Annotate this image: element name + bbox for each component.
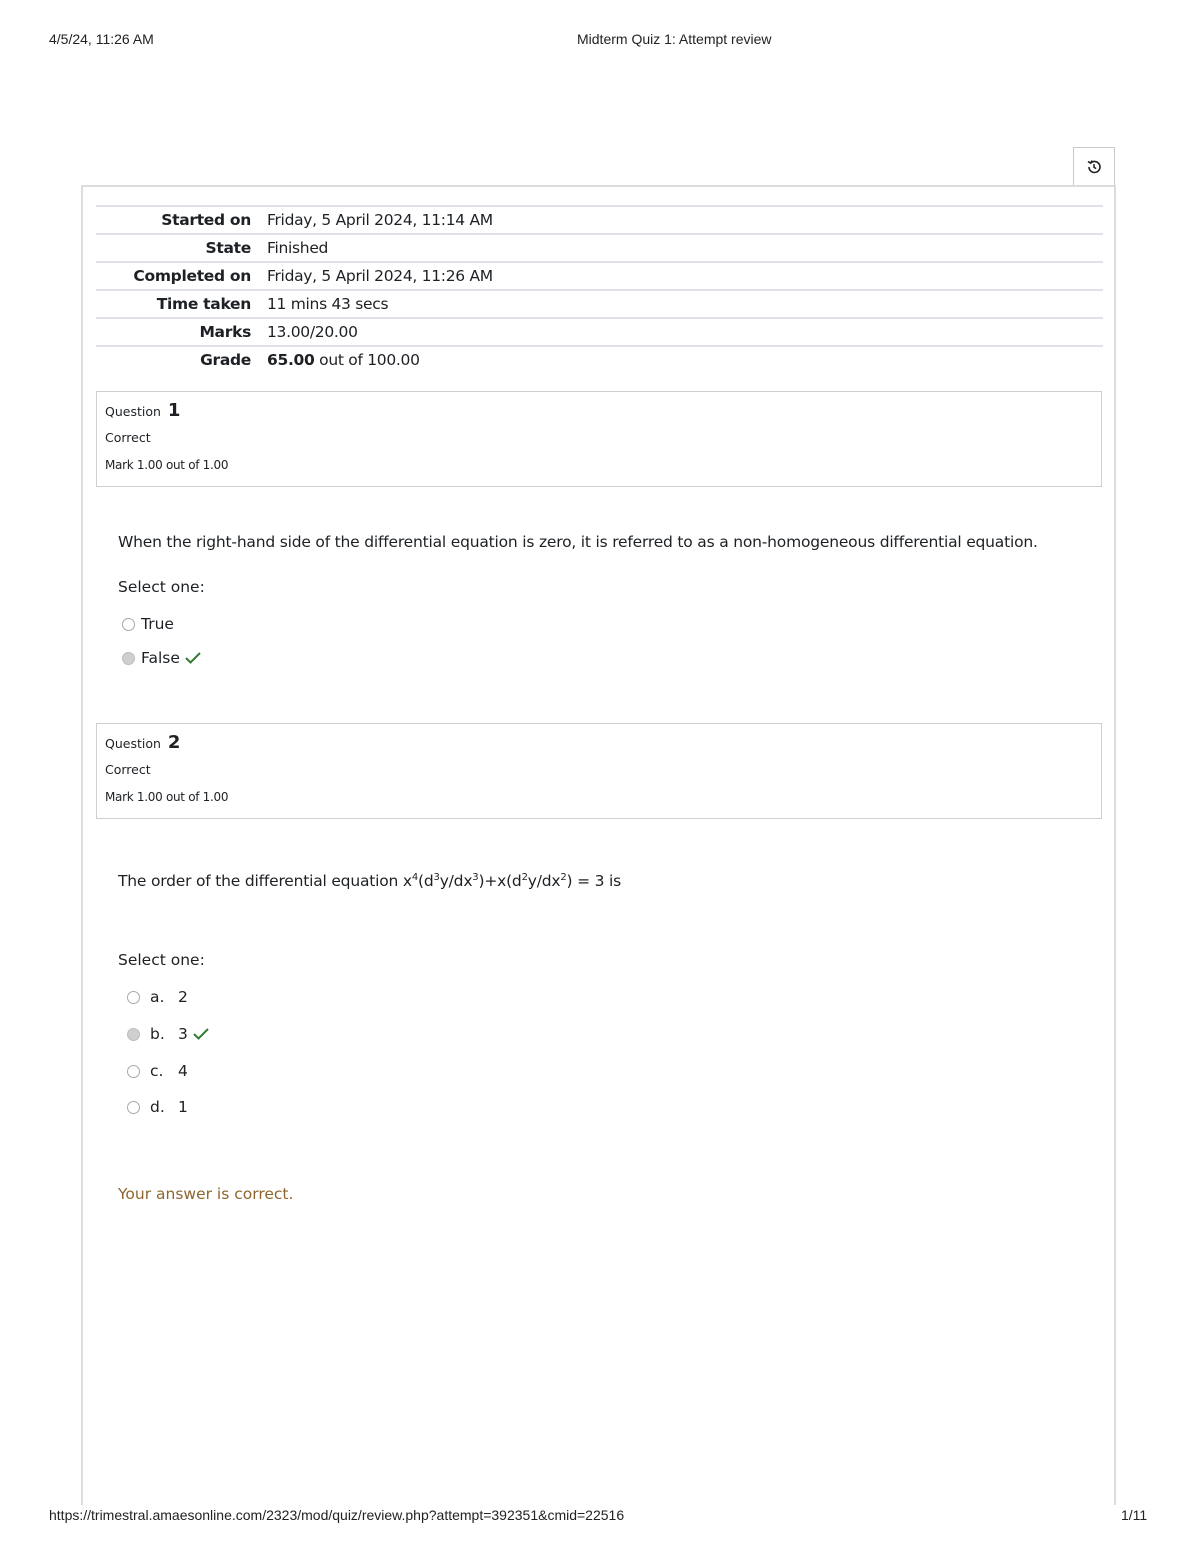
summary-label: Started on bbox=[161, 211, 251, 229]
question-number bbox=[105, 732, 180, 753]
question-2-text bbox=[118, 872, 621, 890]
print-url: https://trimestral.amaesonline.com/2323/mod/quiz/review.php?attempt=392351&cmid=22516 bbox=[49, 1507, 625, 1523]
summary-label: Grade bbox=[200, 351, 251, 369]
question-2-feedback: Your answer is correct. bbox=[118, 1185, 294, 1203]
text-sup: 3 bbox=[433, 872, 440, 883]
summary-value: Friday, 5 April 2024, 11:14 AM bbox=[267, 211, 493, 229]
summary-label: Time taken bbox=[156, 295, 251, 313]
grade-value: 65.00 bbox=[267, 351, 315, 369]
option-text: True bbox=[141, 615, 174, 633]
page-frame bbox=[81, 185, 1116, 1505]
attempt-summary-table bbox=[96, 205, 1103, 373]
summary-row-started bbox=[96, 206, 1103, 234]
summary-value: Friday, 5 April 2024, 11:26 AM bbox=[267, 267, 493, 285]
question-2-option-b[interactable] bbox=[127, 1025, 210, 1043]
radio-button[interactable] bbox=[127, 1028, 140, 1041]
summary-label: Marks bbox=[199, 323, 251, 341]
question-label: Question bbox=[105, 736, 161, 751]
summary-row-grade bbox=[96, 346, 1103, 373]
question-label: Question bbox=[105, 404, 161, 419]
history-icon bbox=[1085, 158, 1103, 176]
option-letter: b. bbox=[150, 1025, 165, 1043]
question-2-option-c[interactable] bbox=[127, 1062, 188, 1080]
text-sup: 2 bbox=[521, 872, 528, 883]
text-part: )+x(d bbox=[478, 872, 522, 891]
question-1-text: When the right-hand side of the differential equation is zero, it is referred to as a non-homogeneous differential equation. bbox=[118, 533, 1038, 551]
question-1-info bbox=[96, 391, 1102, 487]
history-button[interactable] bbox=[1073, 147, 1115, 185]
question-1-prompt: Select one: bbox=[118, 578, 205, 596]
question-1-option-false[interactable] bbox=[122, 649, 202, 667]
question-number bbox=[105, 400, 180, 421]
print-datetime: 4/5/24, 11:26 AM bbox=[49, 31, 154, 47]
question-state: Correct bbox=[105, 430, 151, 445]
summary-row-completed bbox=[96, 262, 1103, 290]
text-part: y/dx bbox=[439, 872, 473, 891]
question-2-info bbox=[96, 723, 1102, 819]
radio-button[interactable] bbox=[127, 1065, 140, 1078]
question-2-option-a[interactable] bbox=[127, 988, 188, 1006]
question-state: Correct bbox=[105, 762, 151, 777]
question-grade: Mark 1.00 out of 1.00 bbox=[105, 790, 229, 804]
text-part: The order of the differential equation x bbox=[118, 872, 412, 891]
text-part: ) = 3 is bbox=[566, 872, 621, 891]
radio-button[interactable] bbox=[127, 1101, 140, 1114]
option-text: 4 bbox=[178, 1062, 188, 1080]
summary-value bbox=[259, 346, 1103, 373]
option-letter: a. bbox=[150, 988, 165, 1006]
summary-value: Finished bbox=[267, 239, 329, 257]
radio-button[interactable] bbox=[127, 991, 140, 1004]
question-2-prompt: Select one: bbox=[118, 951, 205, 969]
question-grade: Mark 1.00 out of 1.00 bbox=[105, 458, 229, 472]
option-text: 2 bbox=[178, 988, 188, 1006]
question-number-value: 2 bbox=[167, 732, 181, 753]
correct-check-icon bbox=[192, 1027, 210, 1041]
summary-value: 13.00/20.00 bbox=[267, 323, 358, 341]
option-text: False bbox=[141, 649, 180, 667]
summary-row-marks bbox=[96, 318, 1103, 346]
question-2-option-d[interactable] bbox=[127, 1098, 188, 1116]
summary-label: Completed on bbox=[133, 267, 251, 285]
option-letter: c. bbox=[150, 1062, 164, 1080]
option-text: 3 bbox=[178, 1025, 188, 1043]
text-sup: 2 bbox=[560, 872, 567, 883]
question-number-value: 1 bbox=[167, 400, 181, 421]
text-part: y/dx bbox=[527, 872, 561, 891]
text-sup: 3 bbox=[472, 872, 479, 883]
question-1-option-true[interactable] bbox=[122, 615, 174, 633]
summary-row-time bbox=[96, 290, 1103, 318]
summary-row-state bbox=[96, 234, 1103, 262]
grade-suffix: out of 100.00 bbox=[314, 351, 420, 369]
print-page-number: 1/11 bbox=[1121, 1507, 1148, 1523]
radio-button[interactable] bbox=[122, 618, 135, 631]
option-letter: d. bbox=[150, 1098, 165, 1116]
text-part: (d bbox=[418, 872, 434, 891]
option-text: 1 bbox=[178, 1098, 188, 1116]
print-title: Midterm Quiz 1: Attempt review bbox=[577, 31, 772, 47]
text-sup: 4 bbox=[411, 872, 419, 883]
summary-value: 11 mins 43 secs bbox=[267, 295, 389, 313]
radio-button[interactable] bbox=[122, 652, 135, 665]
correct-check-icon bbox=[184, 651, 202, 665]
summary-label: State bbox=[205, 239, 251, 257]
